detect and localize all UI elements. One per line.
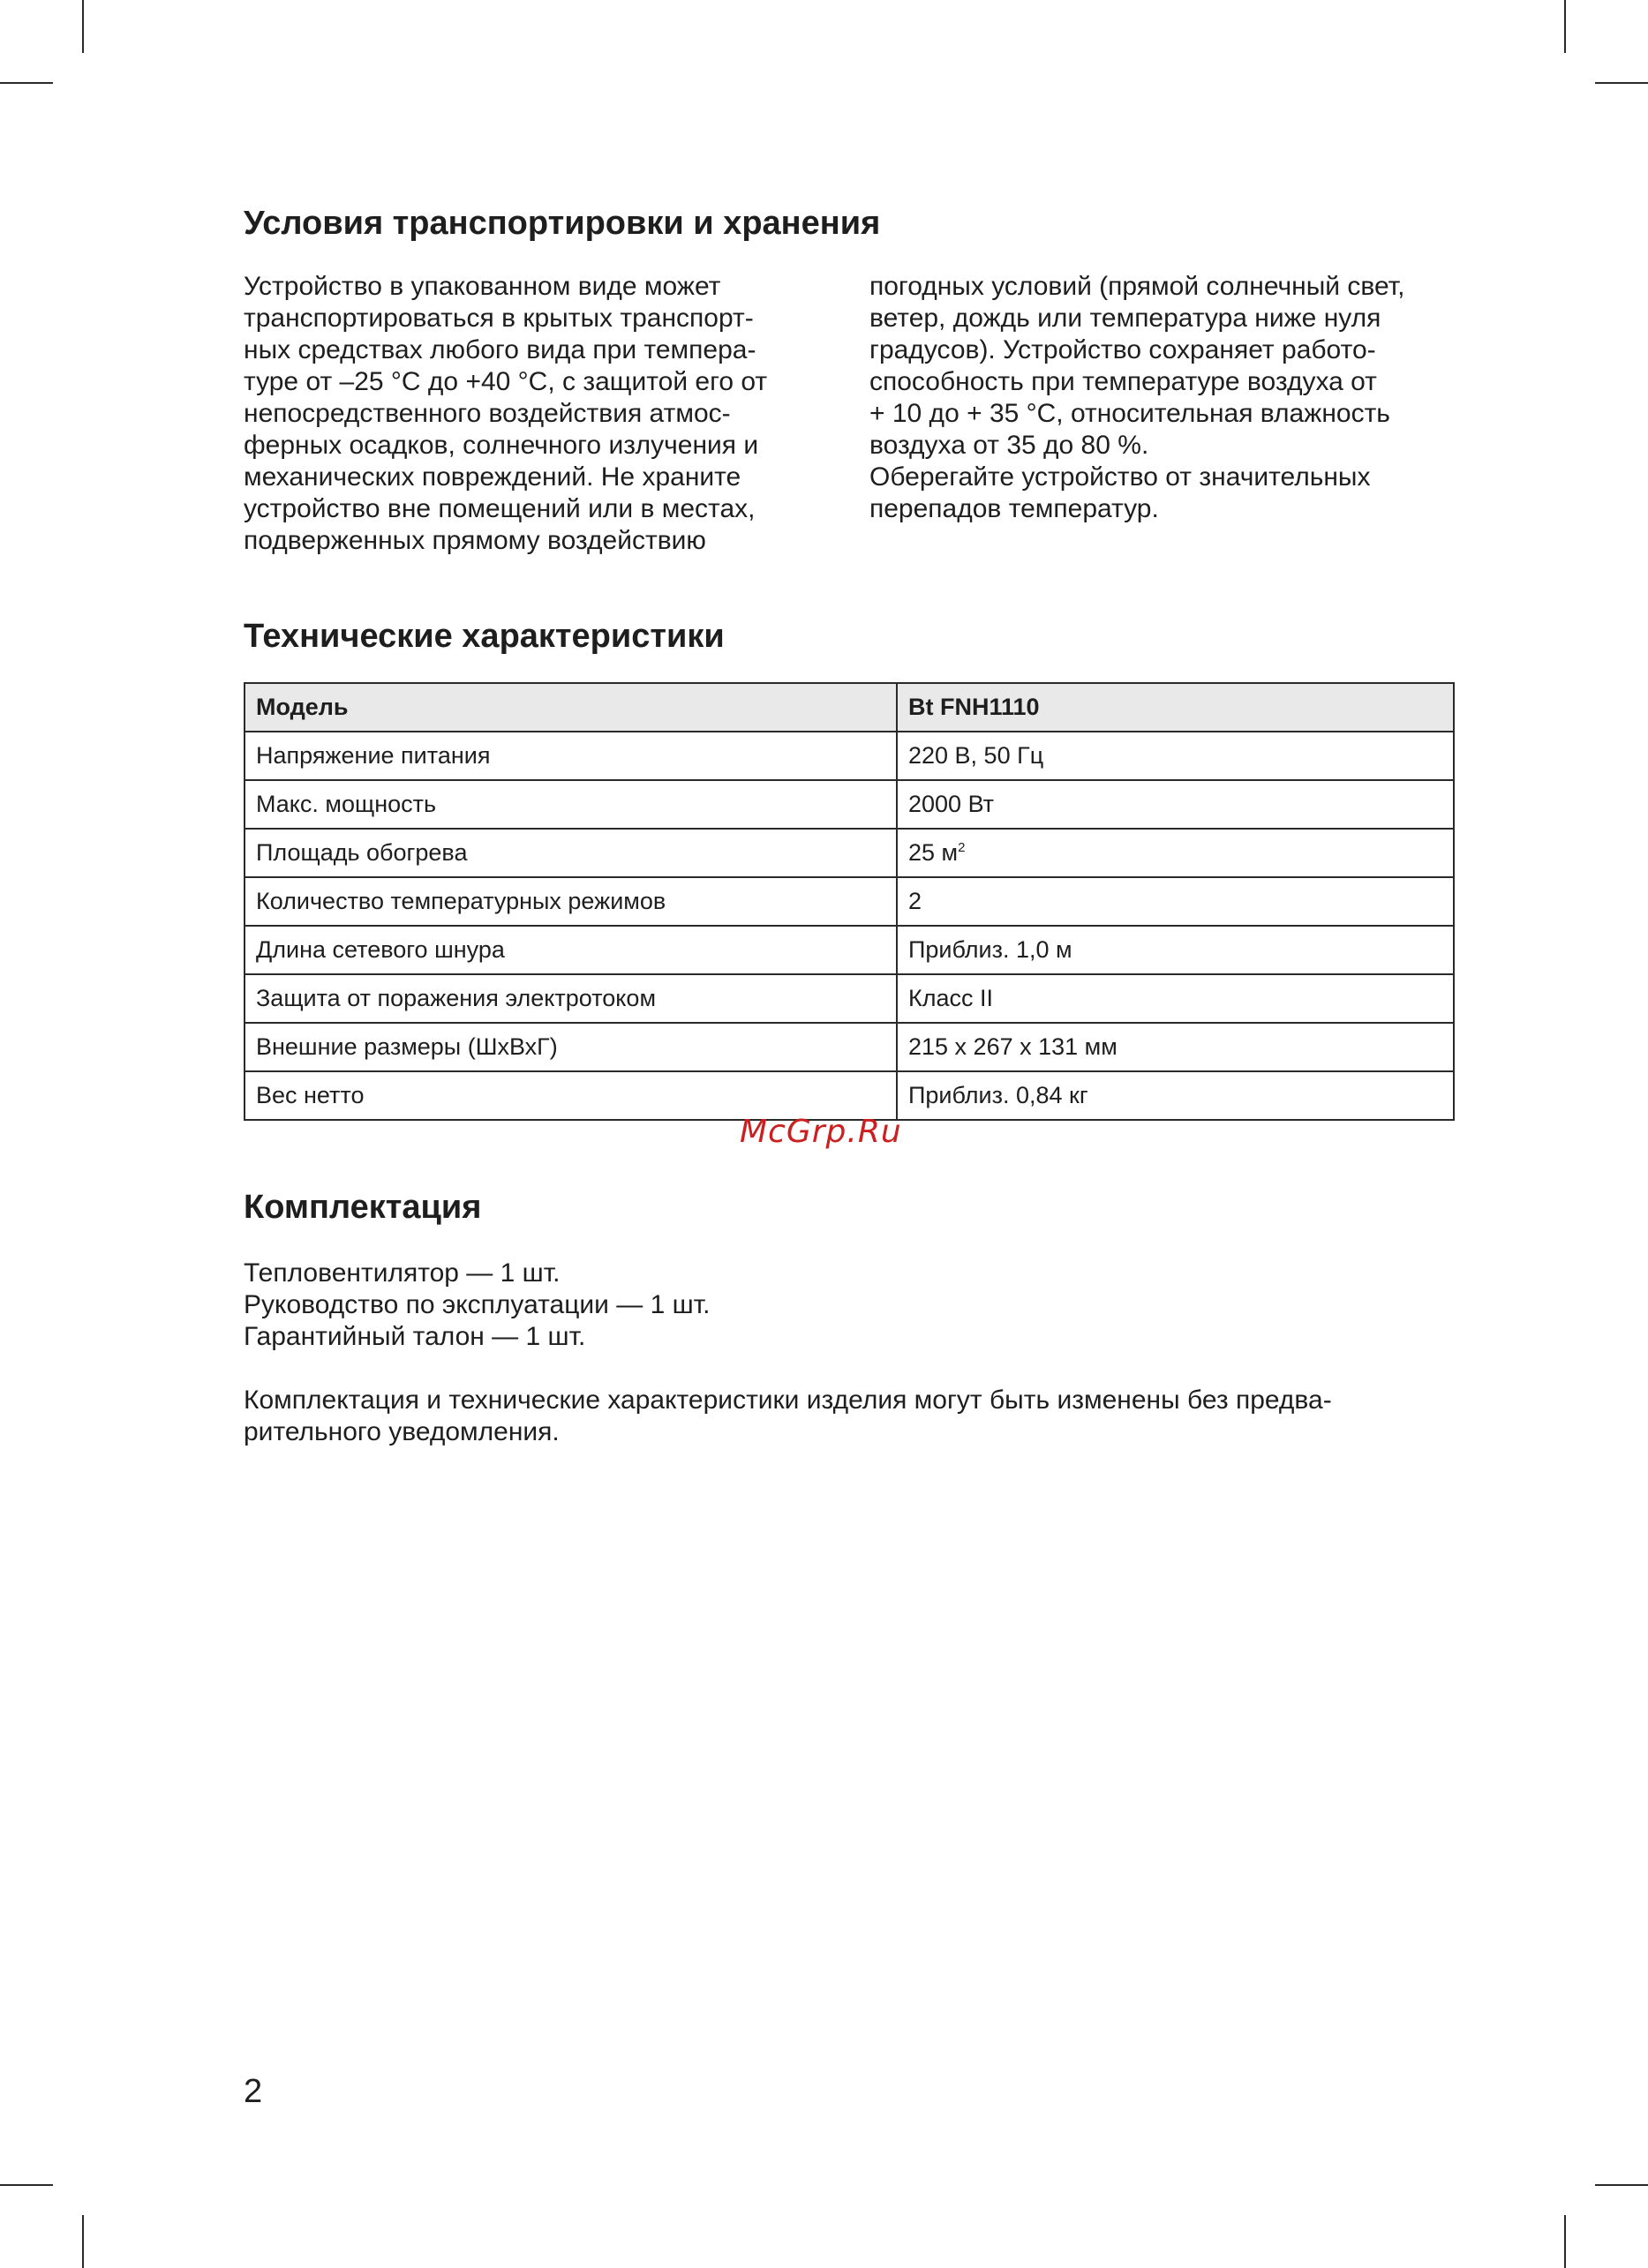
paragraph-line: перепадов температур. [869, 494, 1159, 523]
crop-mark [1595, 82, 1648, 84]
list-item: Тепловентилятор — 1 шт. [244, 1258, 561, 1288]
table-cell: Приблиз. 1,0 м [897, 926, 1454, 974]
table-row [245, 1023, 1454, 1071]
paragraph-line: Оберегайте устройство от значительных [869, 462, 1371, 492]
paragraph-line: погодных условий (прямой солнечный свет, [869, 272, 1405, 301]
crop-mark [0, 82, 53, 84]
crop-mark [1564, 2215, 1566, 2268]
paragraph-line: способность при температуре воздуха от [869, 367, 1377, 396]
table-cell: Длина сетевого шнура [245, 926, 897, 974]
table-row [245, 780, 1454, 829]
table-row [245, 877, 1454, 926]
paragraph-line: ных средствах любого вида при темпера- [244, 335, 756, 364]
paragraph-line: механических повреждений. Не храните [244, 462, 741, 492]
specs-heading: Технические характеристики [244, 618, 725, 655]
paragraph-line: ветер, дождь или температура ниже нуля [869, 304, 1381, 333]
transport-right-column [869, 271, 1452, 525]
paragraph-line: транспортироваться в крытых транспорт- [244, 304, 754, 333]
table-row [245, 1071, 1454, 1120]
specs-table [244, 682, 1455, 1121]
list-item: Гарантийный талон — 1 шт. [244, 1322, 586, 1351]
table-row [245, 732, 1454, 780]
table-row [245, 974, 1454, 1023]
crop-mark [0, 2184, 53, 2186]
table-cell: Макс. мощность [245, 780, 897, 829]
table-header-cell: Bt FNH1110 [897, 683, 1454, 732]
transport-heading: Условия транспортировки и хранения [244, 205, 881, 242]
page-number: 2 [244, 2073, 263, 2110]
table-header-cell: Модель [245, 683, 897, 732]
paragraph-line: туре от –25 °C до +40 °C, с защитой его от [244, 367, 768, 396]
table-cell: 215 x 267 x 131 мм [897, 1023, 1454, 1071]
paragraph-line: ферных осадков, солнечного излучения и [244, 431, 759, 460]
paragraph-line: + 10 до + 35 °C, относительная влажность [869, 399, 1390, 428]
watermark: McGrp.Ru [740, 1114, 902, 1150]
table-cell: Защита от поражения электротоком [245, 974, 897, 1023]
transport-left-column [244, 271, 826, 557]
table-cell: Внешние размеры (ШхВхГ) [245, 1023, 897, 1071]
table-cell: 220 В, 50 Гц [897, 732, 1454, 780]
paragraph-line: рительного уведомления. [244, 1417, 560, 1446]
paragraph-line: устройство вне помещений или в местах, [244, 494, 756, 523]
table-cell [897, 829, 1454, 877]
table-cell: 2000 Вт [897, 780, 1454, 829]
paragraph-line: воздуха от 35 до 80 %. [869, 431, 1149, 460]
table-cell: Количество температурных режимов [245, 877, 897, 926]
table-cell: Площадь обогрева [245, 829, 897, 877]
table-row [245, 926, 1454, 974]
paragraph-line: градусов). Устройство сохраняет работо- [869, 335, 1376, 364]
area-value: 25 м [908, 839, 959, 866]
crop-mark [1595, 2184, 1648, 2186]
table-cell: Напряжение питания [245, 732, 897, 780]
table-header-row [245, 683, 1454, 732]
paragraph-line: Устройство в упакованном виде может [244, 272, 721, 301]
list-item: Руководство по эксплуатации — 1 шт. [244, 1290, 711, 1319]
crop-mark [82, 2215, 84, 2268]
table-cell: Вес нетто [245, 1071, 897, 1120]
table-cell: 2 [897, 877, 1454, 926]
paragraph-line: подверженных прямому воздействию [244, 526, 706, 555]
table-row [245, 829, 1454, 877]
paragraph-line: непосредственного воздействия атмос- [244, 399, 731, 428]
package-heading: Комплектация [244, 1189, 482, 1226]
crop-mark [1564, 0, 1566, 53]
crop-mark [82, 0, 84, 53]
disclaimer-note [244, 1385, 1462, 1448]
package-list [244, 1258, 710, 1353]
paragraph-line: Комплектация и технические характеристики изделия могут быть изменены без предва- [244, 1386, 1332, 1415]
area-superscript: 2 [958, 840, 966, 855]
table-cell: Приблиз. 0,84 кг [897, 1071, 1454, 1120]
table-cell: Класс II [897, 974, 1454, 1023]
